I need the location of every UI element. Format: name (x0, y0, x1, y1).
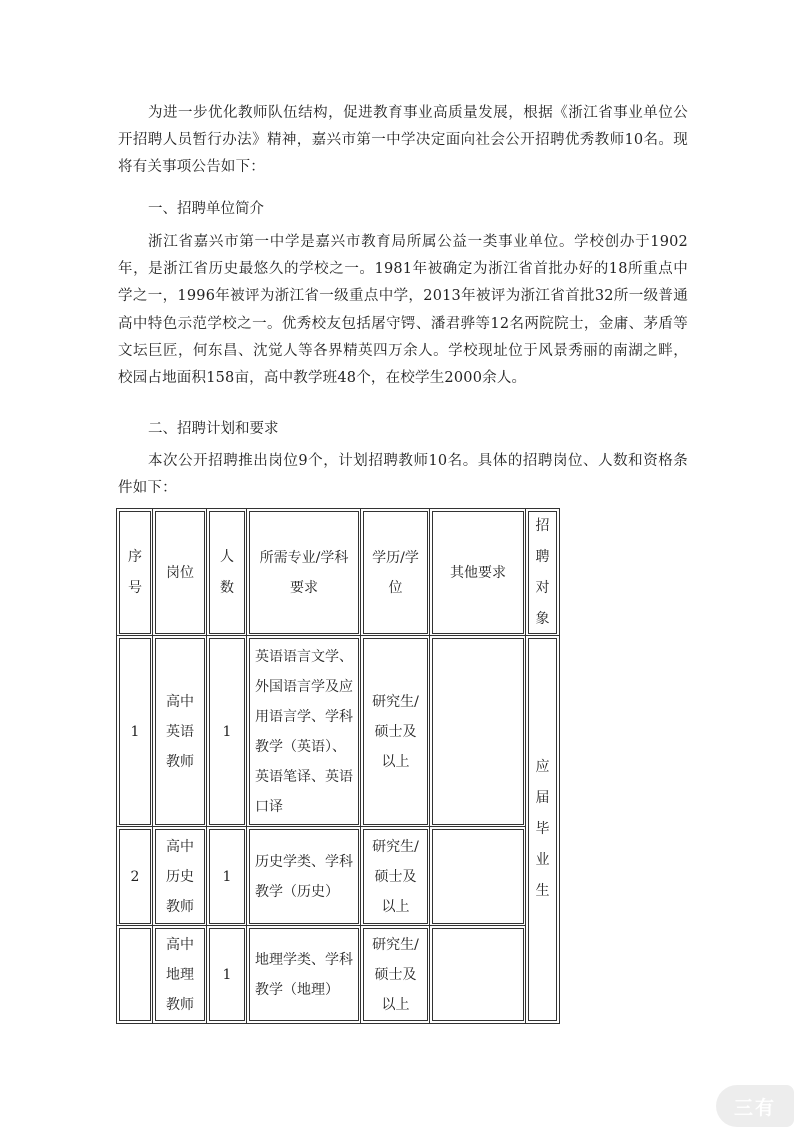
header-other: 其他要求 (429, 508, 527, 637)
table-row-3-major: 地理学类、学科 教学（地理） (246, 925, 362, 1024)
table-target-merged: 应 届 毕 业 生 (525, 635, 560, 1024)
header-post: 岗位 (152, 508, 208, 637)
table-row-1-other (429, 635, 527, 828)
table-row-2-other (429, 826, 527, 927)
section1-heading: 一、招聘单位简介 (148, 201, 264, 217)
header-degree: 学历/学 位 (360, 508, 431, 637)
table-row-1-post: 高中 英语 教师 (152, 635, 208, 828)
table-row-3-count: 1 (206, 925, 248, 1024)
watermark-badge: 三有 (716, 1085, 794, 1127)
table-row-2-seq: 2 (116, 826, 154, 927)
table-row-2-post: 高中 历史 教师 (152, 826, 208, 927)
table-row-2-count: 1 (206, 826, 248, 927)
table-row-3-post: 高中 地理 教师 (152, 925, 208, 1024)
header-major: 所需专业/学科 要求 (246, 508, 362, 637)
header-target: 招 聘 对 象 (525, 508, 560, 637)
table-row-3-seq (116, 925, 154, 1024)
section2-paragraph: 本次公开招聘推出岗位9个，计划招聘教师10名。具体的招聘岗位、人数和资格条件如下： (118, 453, 688, 497)
table-row-1-seq: 1 (116, 635, 154, 828)
header-count: 人 数 (206, 508, 248, 637)
intro-paragraph: 为进一步优化教师队伍结构，促进教育事业高质量发展，根据《浙江省事业单位公开招聘人员暂行办法》精神，嘉兴市第一中学决定面向社会公开招聘优秀教师10名。现将有关事项公告如下： (118, 105, 688, 176)
table-row-3-degree: 研究生/ 硕士及 以上 (360, 925, 431, 1024)
table-row-2-degree: 研究生/ 硕士及 以上 (360, 826, 431, 927)
header-seq: 序 号 (116, 508, 154, 637)
table-row-1-count: 1 (206, 635, 248, 828)
table-row-1-degree: 研究生/ 硕士及 以上 (360, 635, 431, 828)
section1-paragraph: 浙江省嘉兴市第一中学是嘉兴市教育局所属公益一类事业单位。学校创办于1902年，是浙江省历史最悠久的学校之一。1981年被确定为浙江省首批办好的18所重点中学之一，1996年被评为浙江省一级重点中学，2013年被评为浙江省首批32所一级普通高中特色示范学校之一。优秀校友包括屠守锷、潘君骅等12名两院院士，金庸、茅盾等文坛巨匠，何东昌、沈觉人等各界精英四万余人。学校现址位于风景秀丽的南湖之畔，校园占地面积158亩，高中教学班48个，在校学生2000余人。 (118, 234, 688, 387)
section2-heading: 二、招聘计划和要求 (148, 421, 279, 437)
table-row-2-major: 历史学类、学科 教学（历史） (246, 826, 362, 927)
table-row-3-other (429, 925, 527, 1024)
table-row-1-major: 英语语言文学、 外国语言学及应 用语言学、学科 教学（英语）、 英语笔译、英语 口译 (246, 635, 362, 828)
